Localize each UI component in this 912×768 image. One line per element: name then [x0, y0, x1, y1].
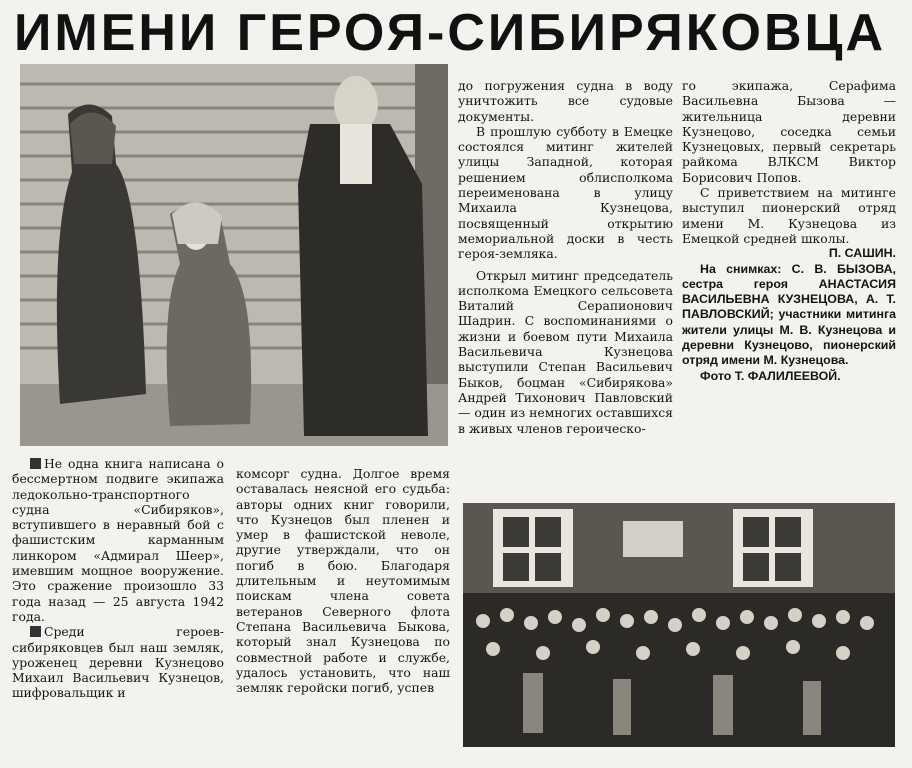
paragraph-marker-icon	[30, 458, 41, 469]
caption-text: С. В. БЫЗОВА, сестра героя АНАСТАСИЯ ВАСИЛЬЕВНА КУЗНЕЦОВА, А. Т. ПАВЛОВСКИЙ; участники митинга жители улицы М. В. Кузнецова и деревни Кузнецово, пионерский отряд имени М. Кузнецова.	[682, 261, 896, 368]
text-column-3	[458, 78, 673, 496]
paragraph: С приветствием на митинге выступил пионерский отряд имени М. Кузнецова из Емецкой средней школы.	[682, 185, 896, 246]
caption-label: На снимках:	[700, 261, 782, 276]
text-column-2	[236, 466, 450, 748]
text-column-4	[682, 78, 896, 496]
paragraph: Среди героев-сибиряковцев был наш земляк, уроженец деревни Кузнецово Михаил Васильевич Кузнецов, шифровальщик и	[12, 624, 224, 701]
paragraph-marker-icon	[30, 626, 41, 637]
paragraph: комсорг судна. Долгое время оставалась неясной его судьба: авторы одних книг говорили, что Кузнецов был пленен и умер в фашистской неволе, другие утверждали, что он погиб в бою. Благодаря длительным и неутомимым поискам члена совета ветеранов Северного флота Степана Васильевича Быкова, который знал Кузнецова по совместной работе и службе, удалось установить, что наш земляк геройски погиб, успев	[236, 466, 450, 696]
photo-credit: Фото Т. ФАЛИЛЕЕВОЙ.	[700, 368, 841, 383]
photo-caption	[682, 262, 896, 369]
author-signature: П. САШИН.	[828, 246, 896, 261]
text-column-1	[12, 456, 224, 748]
paragraph: до погружения судна в воду уничтожить все судовые документы.	[458, 78, 673, 124]
photo-rally-crowd	[463, 503, 895, 747]
paragraph: Не одна книга написана о бессмертном подвиге экипажа ледокольно-транспортного судна «Сибиряков», вступившего в неравный бой с фашистским карманным линкором «Адмирал Шеер», имевшим мощное вооружение. Это сражение произошло 33 года назад — 25 августа 1942 года.	[12, 456, 224, 624]
paragraph: В прошлую субботу в Емецке состоялся митинг жителей улицы Западной, которая решением облисполкома переименована в улицу Михаила Кузнецова, посвященный открытию мемориальной доски в честь героя-земляка.	[458, 123, 673, 262]
paragraph: Открыл митинг председатель исполкома Емецкого сельсовета Виталий Серапионович Шадрин. С воспоминаниями о жизни и боевом пути Михаила Васильевича Кузнецова выступили Степан Васильевич Быков, боцман «Сибирякова» Андрей Тихонович Павловский — один из немногих оставшихся в живых членов героическо-	[458, 267, 673, 436]
headline: ИМЕНИ ГЕРОЯ-СИБИРЯКОВЦА	[14, 4, 887, 62]
paragraph: го экипажа, Серафима Васильевна Бызова — жительница деревни Кузнецово, соседка семьи Кузнецовых, первый секретарь райкома ВЛКСМ Виктор Борисович Попов.	[682, 78, 896, 185]
photo-three-people	[20, 64, 448, 446]
